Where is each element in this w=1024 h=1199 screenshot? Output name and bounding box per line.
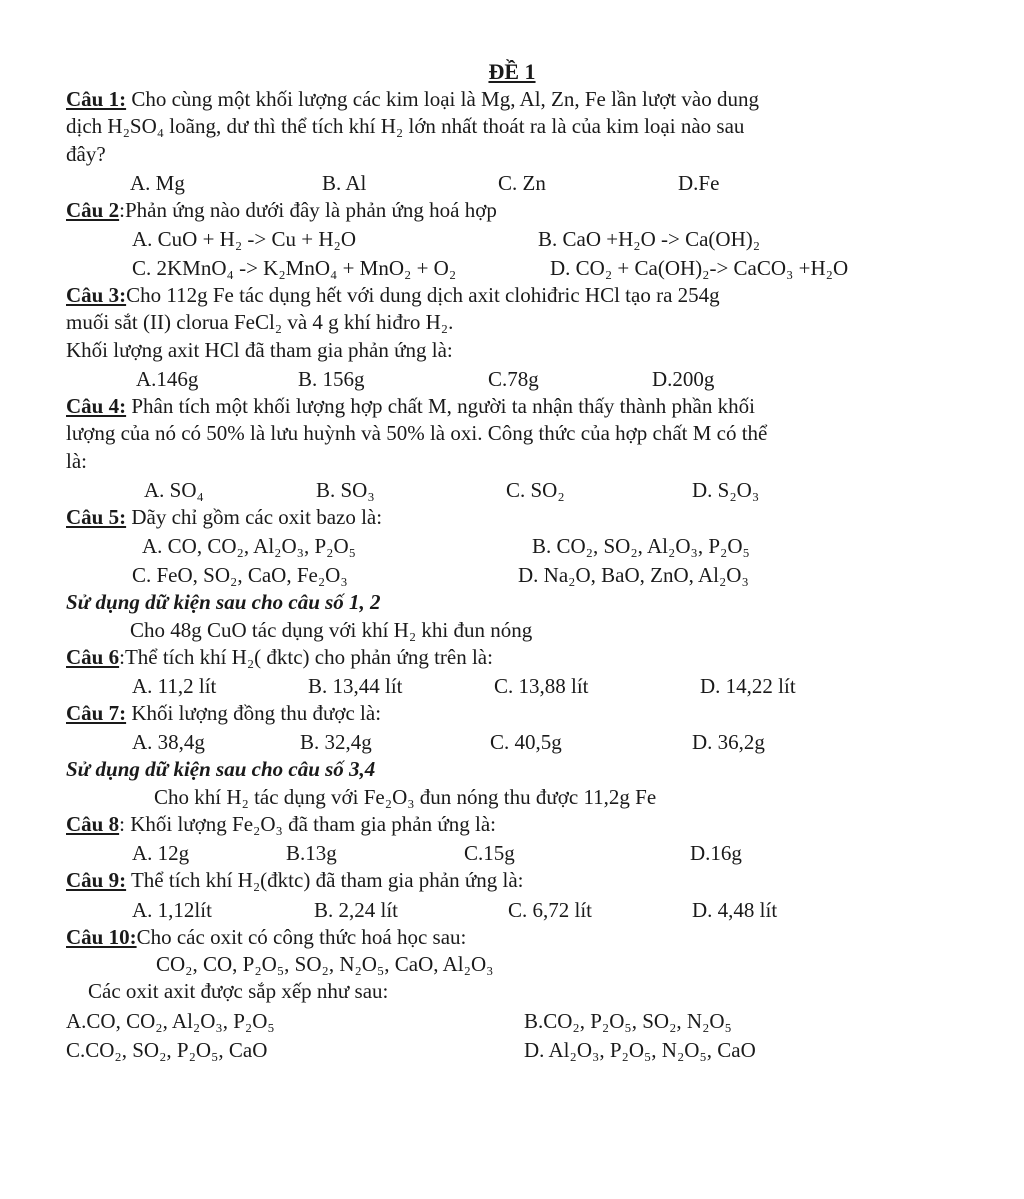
option-b: B. SO₃ xyxy=(316,477,375,502)
question-text: Cho cùng một khối lượng các kim loại là Mg, Al, Zn, Fe lần lượt vào dung xyxy=(126,87,759,111)
question-text: Dãy chỉ gồm các oxit bazo là: xyxy=(126,504,383,529)
option-b: B. Al xyxy=(322,170,367,195)
option-a: A. SO₄ xyxy=(144,477,204,502)
option-d: D. CO₂ + Ca(OH)₂-> CaCO₃ +H₂O xyxy=(550,256,849,281)
question-label: Câu 2 xyxy=(66,197,120,222)
question-label: Câu 5: xyxy=(66,504,127,529)
question-text: Cho 112g Fe tác dụng hết với dung dịch axit clohiđric HCl tạo ra 254g xyxy=(126,283,720,308)
option-a: A.146g xyxy=(136,367,199,392)
options-row xyxy=(66,1035,912,1064)
question-2 xyxy=(66,197,912,282)
question-label: Câu 3: xyxy=(66,283,127,308)
question-text: :Phản ứng nào dưới đây là phản ứng hoá hợp xyxy=(119,197,497,222)
option-d: D.16g xyxy=(690,841,742,866)
question-label: Câu 9: xyxy=(66,868,127,893)
option-a: A. 1,12lít xyxy=(132,897,212,922)
question-text: dịch H₂SO₄ loãng, dư thì thể tích khí H₂ lớn nhất thoát ra là của kim loại nào sau xyxy=(66,114,745,139)
option-c: C. FeO, SO₂, CaO, Fe₂O₃ xyxy=(132,563,348,588)
option-d: D.200g xyxy=(652,367,715,392)
option-b: B. 13,44 lít xyxy=(308,674,403,699)
question-text: : Khối lượng Fe₂O₃ đã tham gia phản ứng là: xyxy=(119,812,496,837)
formula-list: CO₂, CO, P₂O₅, SO₂, N₂O₅, CaO, Al₂O₃ xyxy=(156,951,494,976)
option-c: C. Zn xyxy=(498,170,546,195)
question-text: là: xyxy=(66,448,87,473)
options-row xyxy=(66,671,912,700)
option-d: D. Al₂O₃, P₂O₅, N₂O₅, CaO xyxy=(524,1037,756,1062)
option-b: B. 156g xyxy=(298,367,365,392)
question-6 xyxy=(66,644,912,700)
options-row xyxy=(66,364,912,393)
options-row xyxy=(66,168,912,197)
option-d: D. 36,2g xyxy=(692,730,765,755)
question-7 xyxy=(66,700,912,756)
question-text: Khối lượng axit HCl đã tham gia phản ứng là: xyxy=(66,337,453,362)
options-row xyxy=(66,253,912,282)
options-row xyxy=(66,475,912,504)
option-b: B. 32,4g xyxy=(300,730,372,755)
question-text: muối sắt (II) clorua FeCl₂ và 4 g khí hiđro H₂. xyxy=(66,310,454,335)
options-row xyxy=(66,531,912,560)
exam-content xyxy=(66,86,912,1064)
section-text: Cho 48g CuO tác dụng với khí H₂ khi đun nóng xyxy=(130,617,533,642)
question-10 xyxy=(66,924,912,1064)
question-text: Khối lượng đồng thu được là: xyxy=(126,701,382,726)
section-text: Cho khí H₂ tác dụng với Fe₂O₃ đun nóng thu được 11,2g Fe xyxy=(154,784,657,809)
option-a: A. 12g xyxy=(132,841,190,866)
option-b: B.13g xyxy=(286,841,337,866)
options-row xyxy=(66,727,912,756)
option-c: C. 13,88 lít xyxy=(494,674,589,699)
option-b: B. CO₂, SO₂, Al₂O₃, P₂O₅ xyxy=(532,534,750,559)
option-c: C. SO₂ xyxy=(506,477,565,502)
question-1 xyxy=(66,86,912,197)
question-text: Thể tích khí H₂(đktc) đã tham gia phản ứng là: xyxy=(126,868,524,893)
question-text: đây? xyxy=(66,141,106,166)
question-text: :Thể tích khí H₂( đktc) cho phản ứng trên là: xyxy=(119,644,493,669)
option-d: D. Na₂O, BaO, ZnO, Al₂O₃ xyxy=(518,563,749,588)
option-d: D.Fe xyxy=(678,170,720,195)
question-label: Câu 10: xyxy=(66,924,137,949)
option-c: C. 2KMnO₄ -> K₂MnO₄ + MnO₂ + O₂ xyxy=(132,256,457,281)
question-text: Phân tích một khối lượng hợp chất M, người ta nhận thấy thành phần khối xyxy=(126,394,755,419)
options-row xyxy=(66,1006,912,1035)
context-section-1 xyxy=(66,589,912,644)
option-c: C.78g xyxy=(488,367,539,392)
option-c: C. 40,5g xyxy=(490,730,562,755)
question-text: lượng của nó có 50% là lưu huỳnh và 50% là oxi. Công thức của hợp chất M có thể xyxy=(66,421,768,446)
option-b: B.CO₂, P₂O₅, SO₂, N₂O₅ xyxy=(524,1008,732,1033)
question-label: Câu 4: xyxy=(66,394,127,419)
options-row xyxy=(66,560,912,589)
options-row xyxy=(66,895,912,924)
question-9 xyxy=(66,867,912,923)
option-d: D. 4,48 lít xyxy=(692,897,778,922)
option-c: C.15g xyxy=(464,841,515,866)
section-heading: Sử dụng dữ kiện sau cho câu số 3,4 xyxy=(66,757,376,782)
question-label: Câu 6 xyxy=(66,644,120,669)
question-8 xyxy=(66,811,912,867)
question-4 xyxy=(66,393,912,504)
option-b: B. 2,24 lít xyxy=(314,897,399,922)
page-title: ĐỀ 1 xyxy=(488,59,536,84)
question-5 xyxy=(66,504,912,589)
options-row xyxy=(66,224,912,253)
question-3 xyxy=(66,282,912,393)
option-a: A. 38,4g xyxy=(132,730,205,755)
option-a: A.CO, CO₂, Al₂O₃, P₂O₅ xyxy=(66,1008,275,1033)
question-text: Cho các oxit có công thức hoá học sau: xyxy=(136,924,467,949)
option-a: A. CO, CO₂, Al₂O₃, P₂O₅ xyxy=(142,534,356,559)
option-a: A. Mg xyxy=(130,170,185,195)
context-section-2 xyxy=(66,756,912,811)
question-label: Câu 1: xyxy=(66,87,127,111)
section-heading: Sử dụng dữ kiện sau cho câu số 1, 2 xyxy=(66,590,381,615)
option-a: A. CuO + H₂ -> Cu + H₂O xyxy=(132,227,357,252)
option-a: A. 11,2 lít xyxy=(132,674,217,699)
options-row xyxy=(66,838,912,867)
option-b: B. CaO +H₂O -> Ca(OH)₂ xyxy=(538,227,761,252)
question-label: Câu 7: xyxy=(66,701,127,726)
option-d: D. S₂O₃ xyxy=(692,477,760,502)
option-d: D. 14,22 lít xyxy=(700,674,796,699)
question-label: Câu 8 xyxy=(66,812,120,837)
question-text: Các oxit axit được sắp xếp như sau: xyxy=(88,979,389,1004)
option-c: C.CO₂, SO₂, P₂O₅, CaO xyxy=(66,1037,268,1062)
option-c: C. 6,72 lít xyxy=(508,897,593,922)
